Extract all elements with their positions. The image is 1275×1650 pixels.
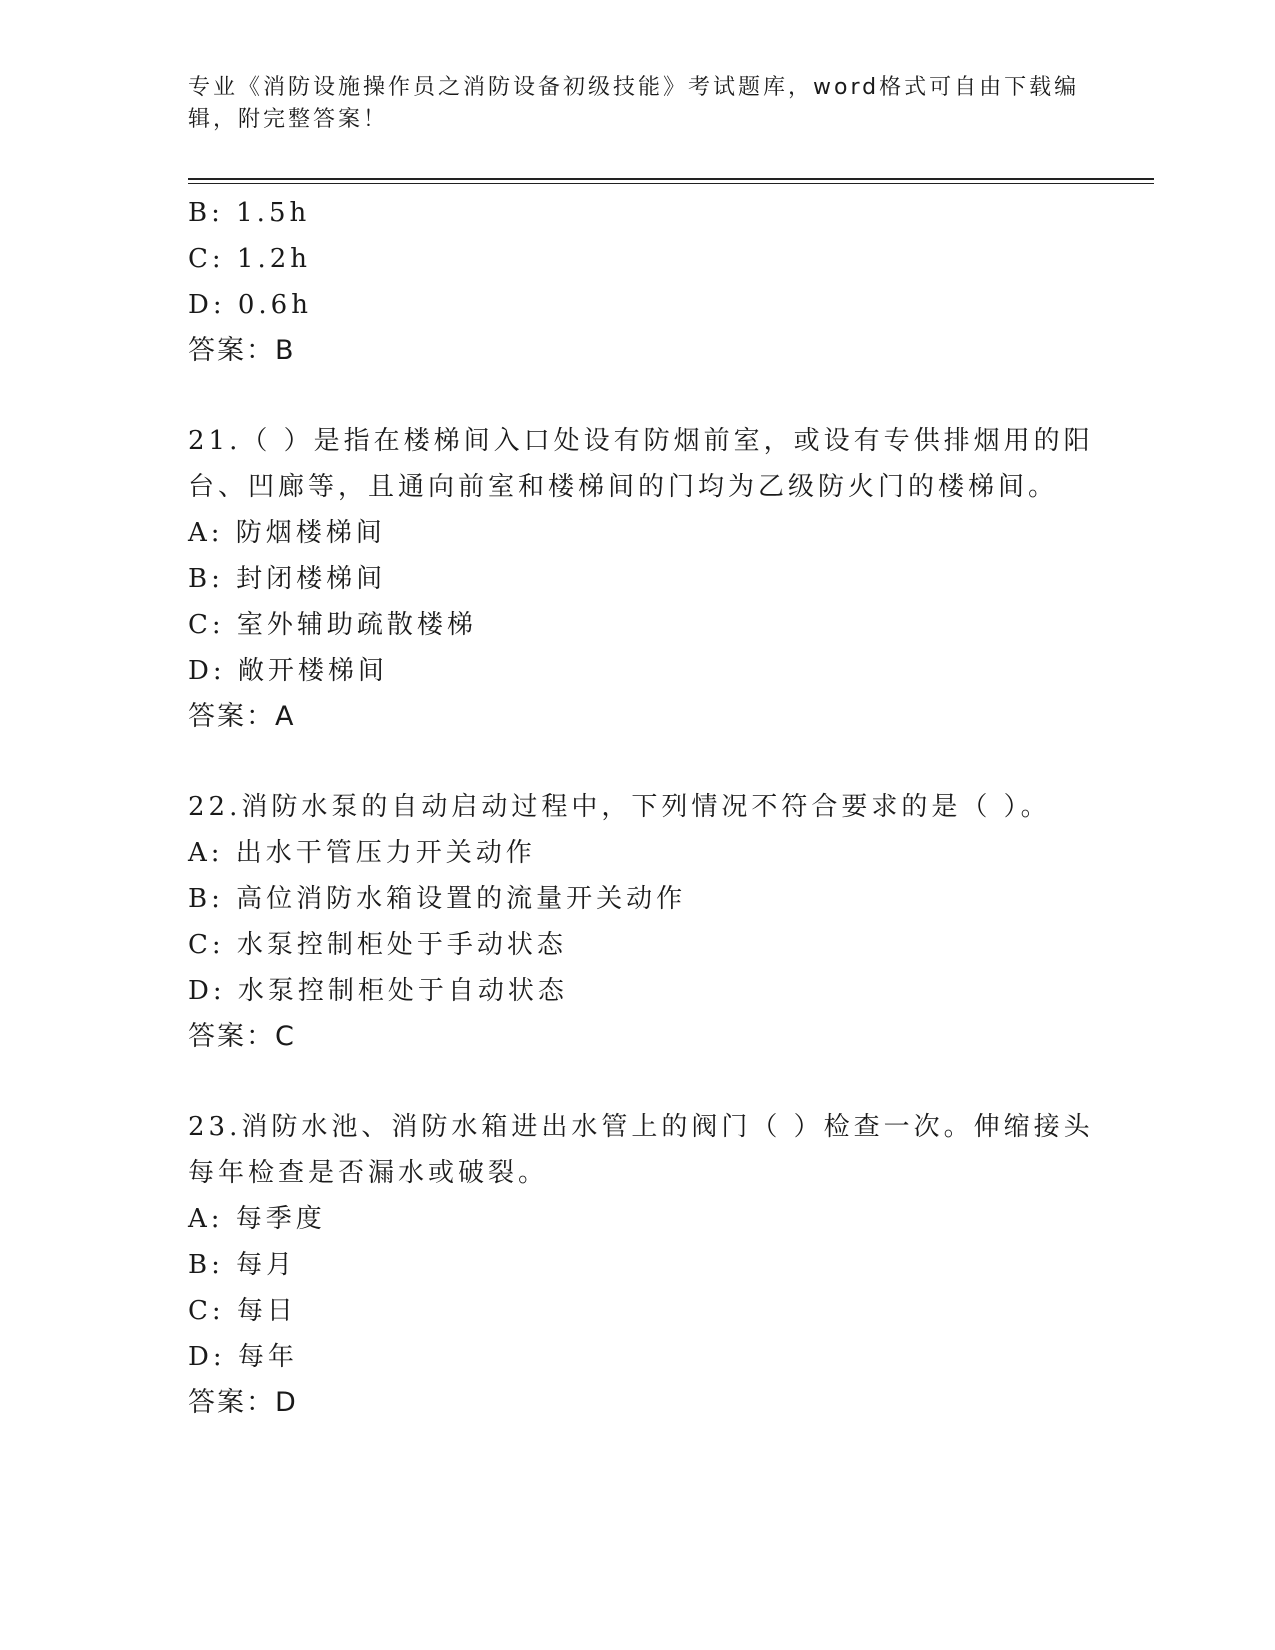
header-line-1: 专业《消防设施操作员之消防设备初级技能》考试题库，word格式可自由下载编 — [188, 75, 1080, 100]
answer-label: 答案：D — [188, 1387, 298, 1418]
answer-label: 答案：B — [188, 335, 296, 366]
prev-question — [188, 190, 1088, 374]
option-c: C: 室外辅助疏散楼梯 — [188, 610, 477, 640]
option-a: A: 防烟楼梯间 — [188, 518, 386, 548]
question-text-cont: 每年检查是否漏水或破裂。 — [188, 1158, 549, 1188]
option-c: C: 水泵控制柜处于手动状态 — [188, 930, 567, 960]
question-21 — [188, 418, 1094, 740]
question-22 — [188, 784, 1088, 1060]
question-text: 23.消防水池、消防水箱进出水管上的阀门（ ）检查一次。伸缩接头 — [188, 1112, 1094, 1142]
option-d: D: 水泵控制柜处于自动状态 — [188, 976, 568, 1006]
question-text-cont: 台、凹廊等，且通向前室和楼梯间的门均为乙级防火门的楼梯间。 — [188, 472, 1059, 502]
option-d: D: 敞开楼梯间 — [188, 656, 388, 686]
option-b: B: 封闭楼梯间 — [188, 564, 387, 594]
option-a: A: 出水干管压力开关动作 — [188, 838, 536, 868]
question-text: 21.（ ）是指在楼梯间入口处设有防烟前室，或设有专供排烟用的阳 — [188, 426, 1094, 456]
option-b: B: 1.5h — [188, 198, 311, 228]
option-c: C: 1.2h — [188, 244, 312, 274]
question-23 — [188, 1104, 1094, 1426]
option-b: B: 每月 — [188, 1250, 297, 1280]
option-c: C: 每日 — [188, 1296, 297, 1326]
header-line-2: 辑，附完整答案！ — [188, 107, 389, 132]
question-text: 22.消防水泵的自动启动过程中，下列情况不符合要求的是（ ）。 — [188, 792, 1051, 822]
option-a: A: 每季度 — [188, 1204, 326, 1234]
option-d: D: 每年 — [188, 1342, 298, 1372]
answer-label: 答案：C — [188, 1021, 296, 1052]
answer-label: 答案：A — [188, 701, 296, 732]
header-divider-thin — [188, 183, 1154, 184]
header-divider — [188, 178, 1154, 180]
option-d: D: 0.6h — [188, 290, 312, 320]
question-list — [188, 190, 1094, 1426]
option-b: B: 高位消防水箱设置的流量开关动作 — [188, 884, 687, 914]
page-header — [188, 72, 1088, 136]
